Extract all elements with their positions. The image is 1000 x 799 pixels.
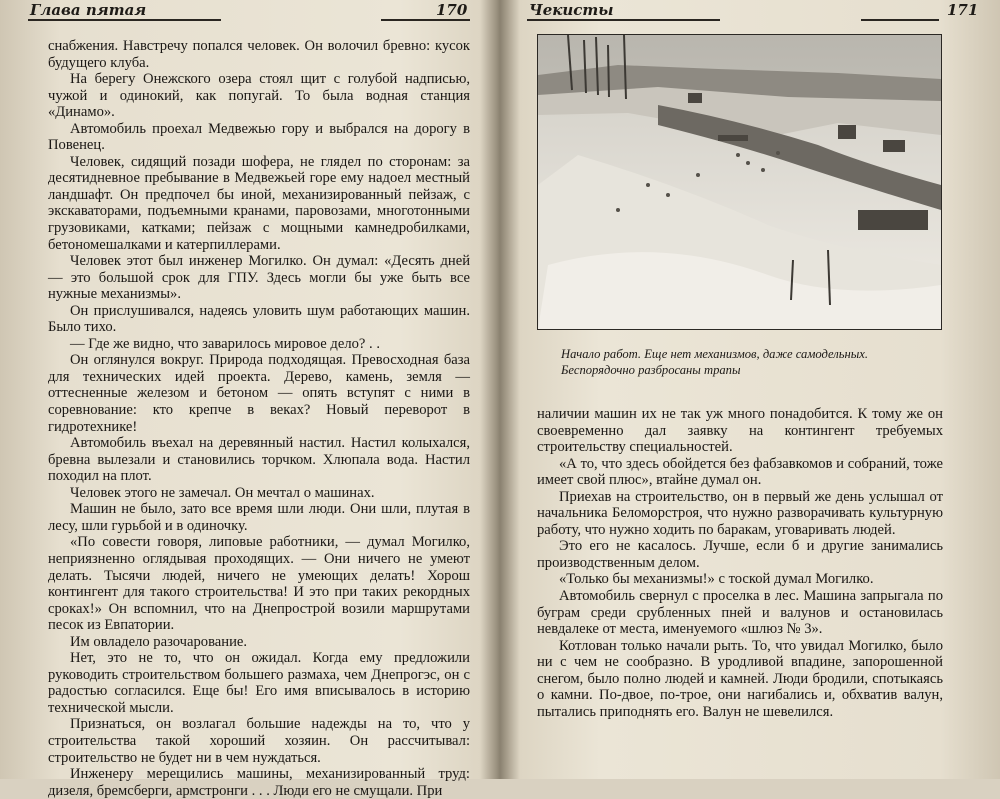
construction-photo-image [538,35,941,329]
paragraph: «Только бы механизмы!» с тоской думал Могилко. [559,571,874,588]
paragraph: Автомобиль проехал Медвежью гору и выбрался на дорогу в Повенец. [48,120,470,154]
paragraph: Человек этого не замечал. Он мечтал о машинах. [70,484,375,501]
paragraph: Инженеру мерещились машины, механизированный труд: дизеля, бремсберги, армстронги . . . Люди его не смущали. При [48,766,470,799]
header-rule-left-a [28,19,221,21]
paragraph: — Где же видно, что заварилось мировое дело? . . [70,335,380,352]
paragraph: Он оглянулся вокруг. Природа подходящая. Превосходная база для технических идей проекта. Дерево, камень, земля — оттесненные железом и бетоном — опять вступят с ними в соревнование: кто крепче в веках? Новый переворот в гидротехнике! [48,352,470,435]
header-rule-right-a [527,19,720,21]
paragraph: Признаться, он возлагал большие надежды на то, что у строительства такой хороший хозяин. Он рассчитывал: строительство не будет ни в чем нуждаться. [48,716,470,766]
paragraph: Это его не касалось. Лучше, если б и другие занимались производственным делом. [537,538,943,571]
construction-photo [537,34,942,330]
paragraph: Котлован только начали рыть. То, что увидал Могилко, было ни с чем не сообразно. В уродливой впадине, запорошенной снегом, было полно людей и камней. Люди бродили, спотыкаясь о камни. По-двое, по-трое, они нагибались и, обхватив валун, пытались приподнять его. Валун не шевелился. [537,637,943,720]
photo-caption: Начало работ. Еще нет механизмов, даже самодельных. Беспорядочно разбросаны трапы [561,347,869,377]
left-page-text [48,38,470,799]
paragraph: Человек этот был инженер Могилко. Он думал: «Десять дней — это большой срок для ГПУ. Здесь могли бы уже быть все нужные механизмы». [48,253,470,303]
paragraph: Автомобиль въехал на деревянный настил. Настил колыхался, бревна вылезали и становились торчком. Хлюпала вода. Настил походил на плот. [48,435,470,485]
paragraph: наличии машин их не так уж много понадобится. К тому же он своевременно дал заявку на контингент требуемых строительству специальностей. [537,406,943,456]
header-rule-right-b [861,19,939,21]
running-title-right: Чекисты [529,1,614,19]
header-rule-left-b [381,19,470,21]
paragraph: Автомобиль свернул с проселка в лес. Машина запрыгала по буграм среди срубленных пней и валунов и остановилась невдалеке от места, именуемого «шлюз № 3». [537,588,943,638]
paragraph: Им овладело разочарование. [70,633,248,650]
page-number-left: 170 [436,1,468,19]
running-title-left: Глава пятая [30,1,147,19]
paragraph: «По совести говоря, липовые работники, — думал Могилко, неприязненно оглядывая проходящих. — Они ничего не умеют делать. Тысячи людей, ничего не умеющих делать! Хорош контингент для такого строительства! И это при таких рекордных сроках!» Он вспомнил, что на Днепрострой возили маршрутами песок из Евпатории. [48,534,470,634]
right-page [503,0,1000,779]
paragraph: Нет, это не то, что он ожидал. Когда ему предложили руководить строительством большего размаха, чем Днепрогэс, он с радостью согласился. Еще бы! Его имя вписывалось в историю технической мысли. [48,650,470,716]
page-number-right: 171 [947,1,979,19]
paragraph: Он прислушивался, надеясь уловить шум работающих машин. Было тихо. [48,302,470,336]
paragraph: Человек, сидящий позади шофера, не глядел по сторонам: за десятидневное пребывание в Медвежьей горе ему надоел местный ландшафт. Он предпочел бы иной, механизированный пейзаж, с экскаваторами, подъемными кранами, паровозами, многотонными грузовиками, катками; пейзаж с мощными камнедробилками, бетономешалками и катерпиллерами. [48,153,470,253]
paragraph: На берегу Онежского озера стоял щит с голубой надписью, чужой и одинокий, как попугай. То была водная станция «Динамо». [48,71,470,121]
paragraph: «А то, что здесь обойдется без фабзавкомов и собраний, тоже имеет свой плюс», втайне думал он. [537,455,943,489]
paragraph: снабжения. Навстречу попался человек. Он волочил бревно: кусок будущего клуба. [48,38,470,71]
right-page-text [537,406,943,720]
paragraph: Машин не было, зато все время шли люди. Они шли, плутая в лесу, шли гурьбой и в одиночку. [48,501,470,534]
left-page [0,0,497,799]
paragraph: Приехав на строительство, он в первый же день услышал от начальника Беломорстроя, что нужно разворачивать культурную работу, что нужно ходить по баракам, уговаривать людей. [537,488,943,538]
